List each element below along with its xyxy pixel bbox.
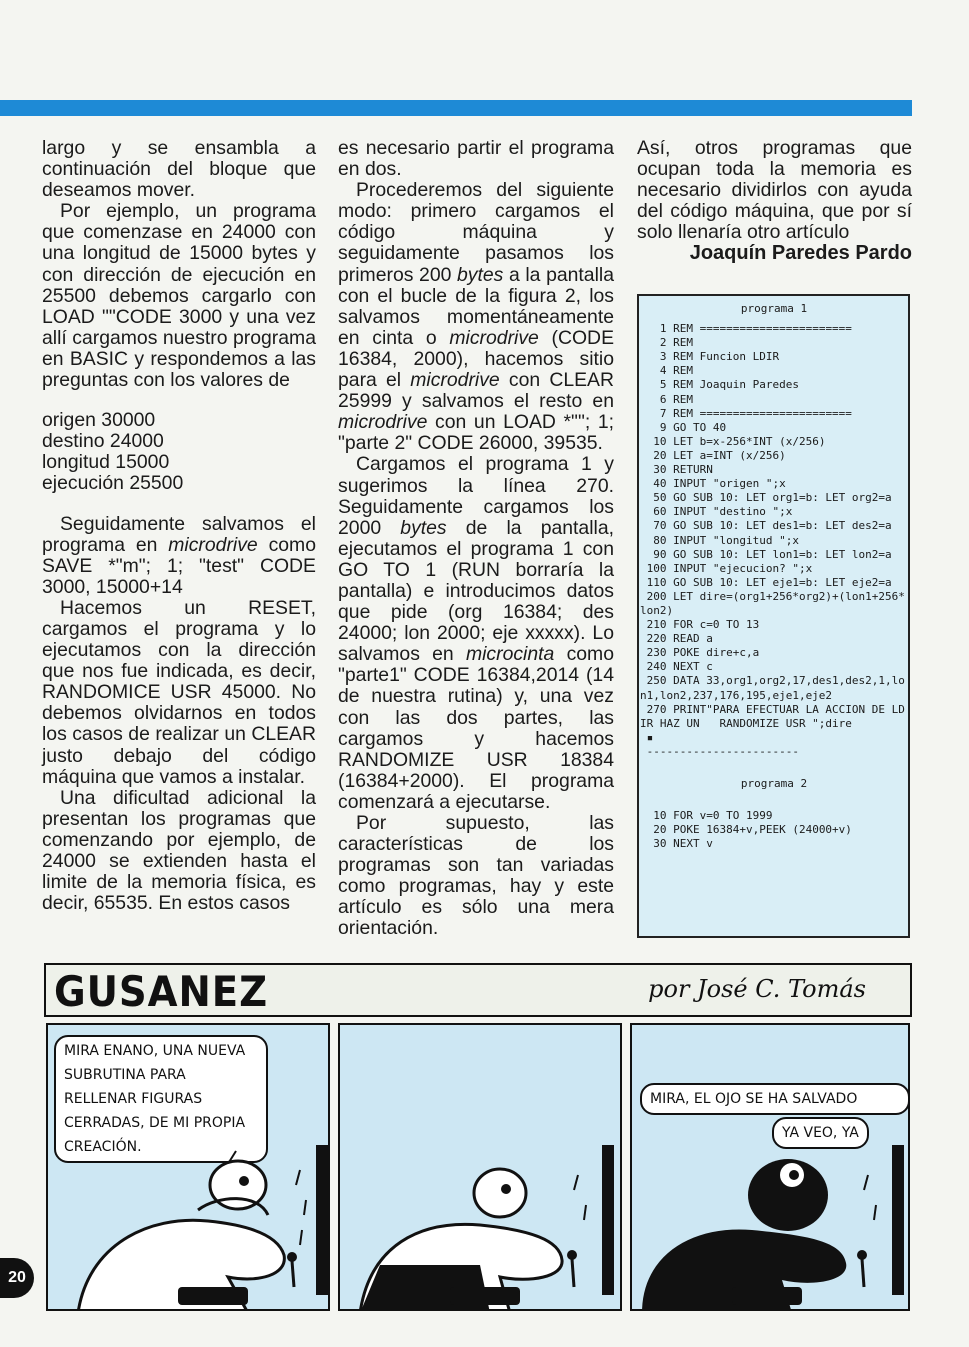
text-column-2 <box>338 138 614 940</box>
code-listing-box <box>637 294 910 938</box>
speech-bubble: MIRA, EL OJO SE HA SALVADO <box>640 1083 910 1115</box>
data-line: longitud 15000 <box>42 451 170 474</box>
character-drawing <box>48 1025 330 1311</box>
comic-panel-1 <box>46 1023 330 1311</box>
data-line: destino 24000 <box>42 430 164 453</box>
paragraph: Por ejemplo, un programa que comenzase en 24000 con una longitud de 15000 bytes y con dirección de ejecución en 25500 debemos cargarlo con LOAD ""CODE 3000 y una vez allí cargamos nuestro programa en BASIC y respondemos a las preguntas con los valores de <box>42 200 316 392</box>
character-drawing <box>632 1025 910 1311</box>
paragraph: Procederemos del siguiente modo: primero cargamos el código máquina y seguidamente pasamos los primeros 200 bytes a la pantalla con el bucle de la figura 2, los salvamos momentáneamente en cinta o microdrive (CODE 16384, 2000), hacemos sitio para el microdrive con CLEAR 25999 y salvamos el resto en microdrive con un LOAD *""; 1; "parte 2" CODE 26000, 39535. <box>338 179 614 455</box>
character-drawing <box>340 1025 622 1311</box>
header-blue-bar <box>0 100 912 116</box>
comic-credit: por José C. Tomás <box>648 975 866 1003</box>
data-line: ejecución 25500 <box>42 472 184 495</box>
comic-panel-3 <box>630 1023 910 1311</box>
paragraph: Hacemos un RESET, cargamos el programa y lo ejecutamos con la dirección que nos fue indicada, es decir, RANDOMICE USR 45000. No debemos olvidarnos en todos los casos de realizar un CLEAR justo debajo del código máquina que vamos a instalar. <box>42 596 316 788</box>
comic-panel-2 <box>338 1023 622 1311</box>
paragraph: Una dificultad adicional la presentan los programas que comenzando por ejemplo, de 24000 se extienden hasta el limite de la memoria física, es decir, 65535. En estos casos <box>42 786 316 915</box>
speech-bubble: MIRA ENANO, UNA NUEVA SUBRUTINA PARA RELLENAR FIGURAS CERRADAS, DE MI PROPIA CREACIÓN. <box>54 1035 268 1163</box>
text-column-1 <box>42 138 316 914</box>
comic-title: GUSANEZ <box>54 967 269 1016</box>
data-line: origen 30000 <box>42 409 156 432</box>
program-listing-2: 10 FOR v=0 TO 1999 20 POKE 16384+v,PEEK (24000+v) 30 NEXT v <box>653 809 852 851</box>
author-name: Joaquín Paredes Pardo <box>689 242 912 265</box>
program-title: programa 2 <box>740 777 808 790</box>
paragraph: Así, otros programas que ocupan toda la memoria es necesario dividirlos con ayuda del código máquina, que por sí solo llenaría otro artículo <box>637 137 912 244</box>
paragraph: largo y se ensambla a continuación del bloque que deseamos mover. <box>42 137 316 202</box>
comic-strip <box>44 963 910 1313</box>
paragraph: Por supuesto, las características de los programas son tan variadas como programas, hay y este artículo es sólo una mera orientación. <box>338 812 614 940</box>
comic-title-bar <box>44 963 912 1017</box>
paragraph: Seguidamente salvamos el programa en microdrive como SAVE *"m"; 1; "test" CODE 3000, 15000+14 <box>42 512 316 598</box>
text-column-3 <box>637 138 912 265</box>
program-title: programa 1 <box>740 302 808 315</box>
page-number: 20 <box>0 1258 34 1298</box>
paragraph: Cargamos el programa 1 y sugerimos la línea 270. Seguidamente cargamos los 2000 bytes de la pantalla, ejecutamos el programa 1 con GO TO 1 (RUN borraría la pantalla) e introducimos datos que pide (org 16384; des 24000; lon 2000; eje xxxxx). Lo salvamos en microcinta como "parte1" CODE 16384,2014 (14 de nuestra rutina) y, una vez con las dos partes, las cargamos y hacemos RANDOMIZE USR 18384 (16384+2000). El programa comenzará a ejecutarse. <box>338 453 615 813</box>
program-listing-1: 1 REM ======================= 2 REM 3 REM Funcion LDIR 4 REM 5 REM Joaquin Paredes 6 REM 7 REM ======================= 9 GO TO 40 10 LET b=x-256*INT (x/256) 20 LET a=INT (x/256) 30 RETURN 40 INPUT "origen ";x 50 GO SUB 10: LET org1=b: LET org2=a 60 INPUT "destino ";x 70 GO SUB 10: LET des1=b: LET des2=a 80 INPUT "longitud ";x 90 GO SUB 10: LET lon1=b: LET lon2=a 100 INPUT "ejecucion? ";x 110 GO SUB 10: LET eje1=b: LET eje2=a 200 LET dire=(org1+256*org2)+(lon1+256*lon2) 210 FOR c=0 TO 13 220 READ a 230 POKE dire+c,a 240 NEXT c 250 DATA 33,org1,org2,17,des1,des2,1,lon1,lon2,237,176,195,eje1,eje2 270 PRINT"PARA EFECTUAR LA ACCION DE LDIR HAZ UN RANDOMIZE USR ";dire ▪ ----------------------- <box>640 322 905 758</box>
paragraph: es necesario partir el programa en dos. <box>338 137 614 181</box>
speech-bubble: YA VEO, YA <box>772 1117 869 1149</box>
